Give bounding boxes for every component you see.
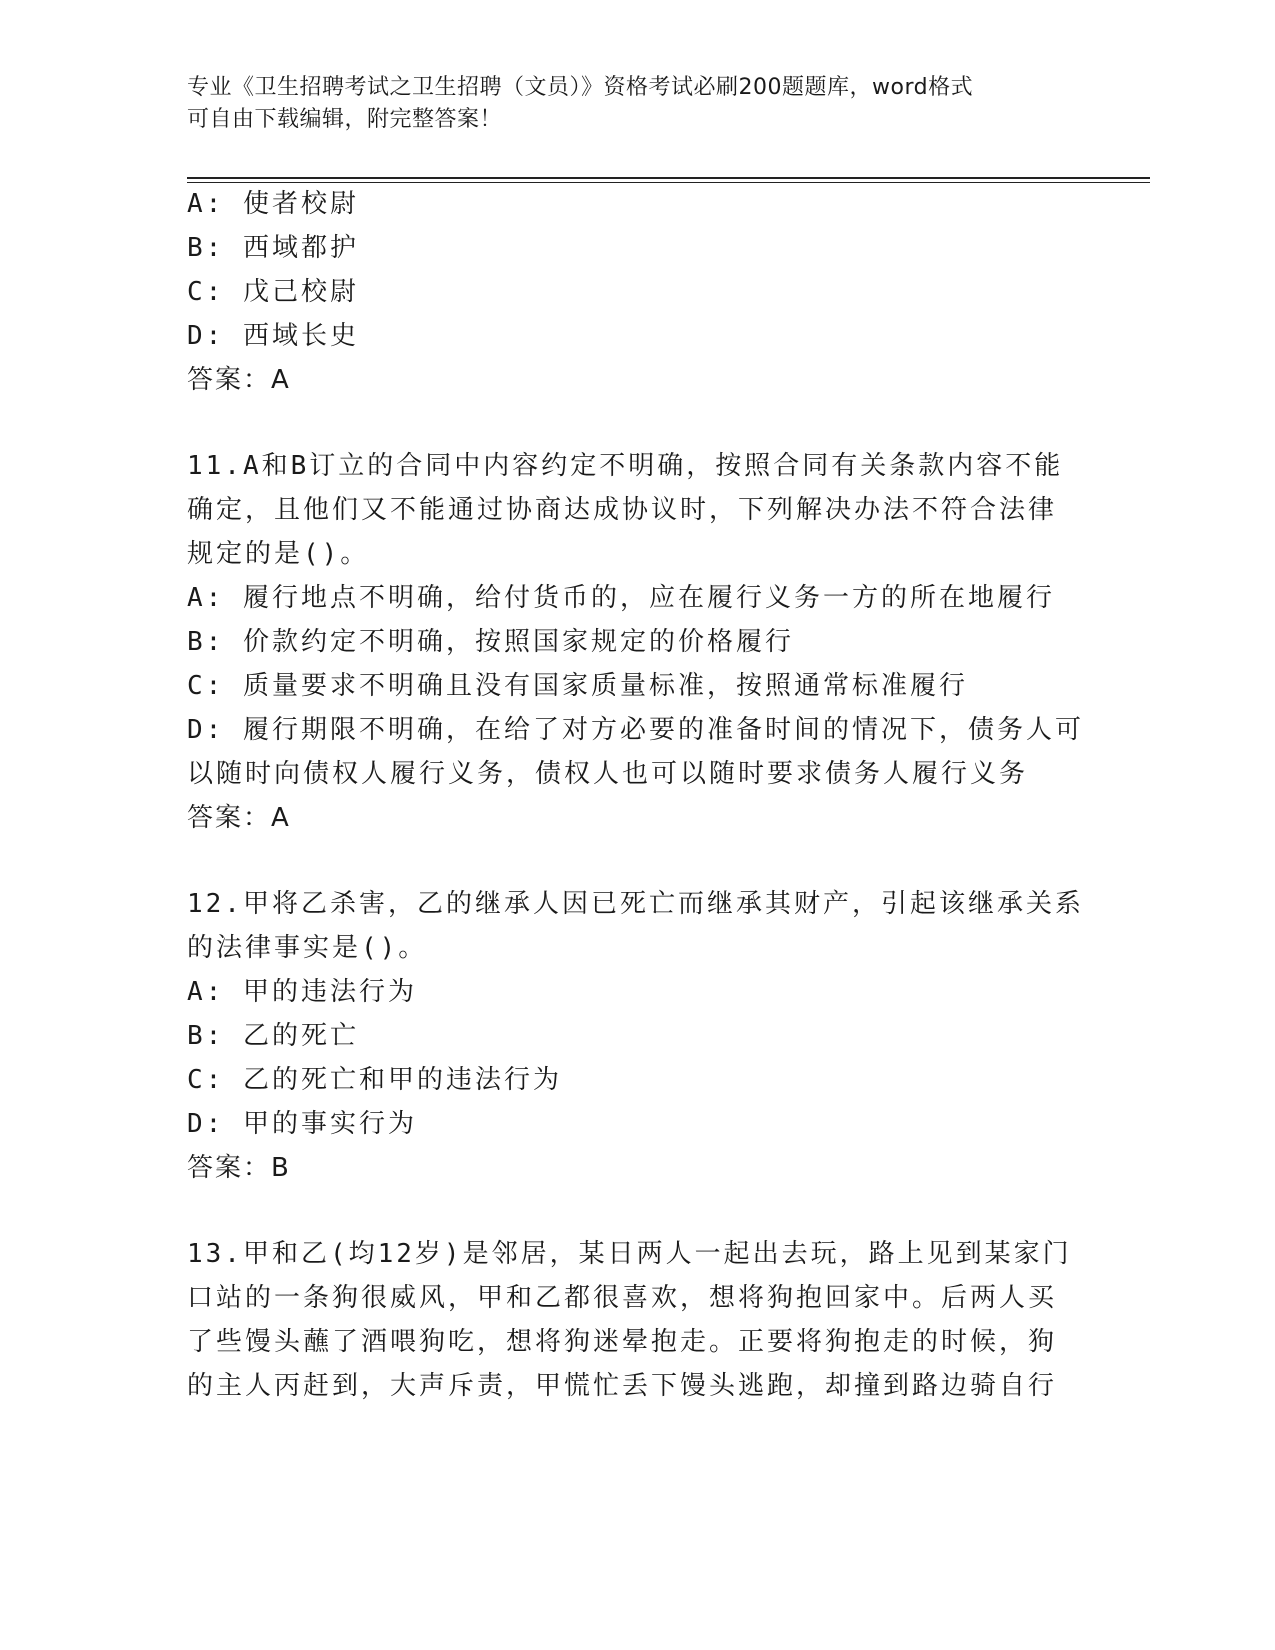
q12-option-b: B: 乙的死亡 — [187, 1021, 359, 1051]
header-line-2: 可自由下载编辑，附完整答案！ — [187, 107, 503, 132]
q11-stem-line-2: 确定，且他们又不能通过协商达成协议时，下列解决办法不符合法律 — [187, 495, 1058, 525]
q10-option-d: D: 西域长史 — [187, 321, 359, 351]
q12-option-d: D: 甲的事实行为 — [187, 1109, 417, 1139]
q10-option-a: A: 使者校尉 — [187, 189, 359, 219]
q12-answer: 答案：B — [187, 1153, 291, 1183]
header-line-1: 专业《卫生招聘考试之卫生招聘（文员）》资格考试必刷200题题库，word格式 — [187, 75, 974, 100]
q12-option-a: A: 甲的违法行为 — [187, 977, 417, 1007]
q11-option-d-line-1: D: 履行期限不明确，在给了对方必要的准备时间的情况下，债务人可 — [187, 715, 1084, 745]
q11-answer: 答案：A — [187, 803, 291, 833]
q11-option-b: B: 价款约定不明确，按照国家规定的价格履行 — [187, 627, 794, 657]
q11-stem-line-1: 11.A和B订立的合同中内容约定不明确，按照合同有关条款内容不能 — [187, 451, 1064, 481]
q10-option-c: C: 戊己校尉 — [187, 277, 359, 307]
header-rule-thick — [187, 177, 1150, 179]
q13-stem-line-3: 了些馒头蘸了酒喂狗吃，想将狗迷晕抱走。正要将狗抱走的时候，狗 — [187, 1327, 1058, 1357]
q12-stem-line-2: 的法律事实是()。 — [187, 933, 428, 963]
q11-option-a: A: 履行地点不明确，给付货币的，应在履行义务一方的所在地履行 — [187, 583, 1055, 613]
q10-option-b: B: 西域都护 — [187, 233, 359, 263]
q12-option-c: C: 乙的死亡和甲的违法行为 — [187, 1065, 562, 1095]
q12-stem-line-1: 12.甲将乙杀害，乙的继承人因已死亡而继承其财产，引起该继承关系 — [187, 889, 1084, 919]
q13-stem-line-1: 13.甲和乙(均12岁)是邻居，某日两人一起出去玩，路上见到某家门 — [187, 1239, 1072, 1269]
q13-stem-line-2: 口站的一条狗很威风，甲和乙都很喜欢，想将狗抱回家中。后两人买 — [187, 1283, 1058, 1313]
q11-option-d-line-2: 以随时向债权人履行义务，债权人也可以随时要求债务人履行义务 — [187, 759, 1029, 789]
q10-answer: 答案：A — [187, 365, 291, 395]
q13-stem-line-4: 的主人丙赶到，大声斥责，甲慌忙丢下馒头逃跑，却撞到路边骑自行 — [187, 1371, 1058, 1401]
q11-option-c: C: 质量要求不明确且没有国家质量标准，按照通常标准履行 — [187, 671, 968, 701]
document-header — [187, 72, 1067, 136]
q11-stem-line-3: 规定的是()。 — [187, 539, 370, 569]
header-rule-thin — [187, 182, 1150, 183]
